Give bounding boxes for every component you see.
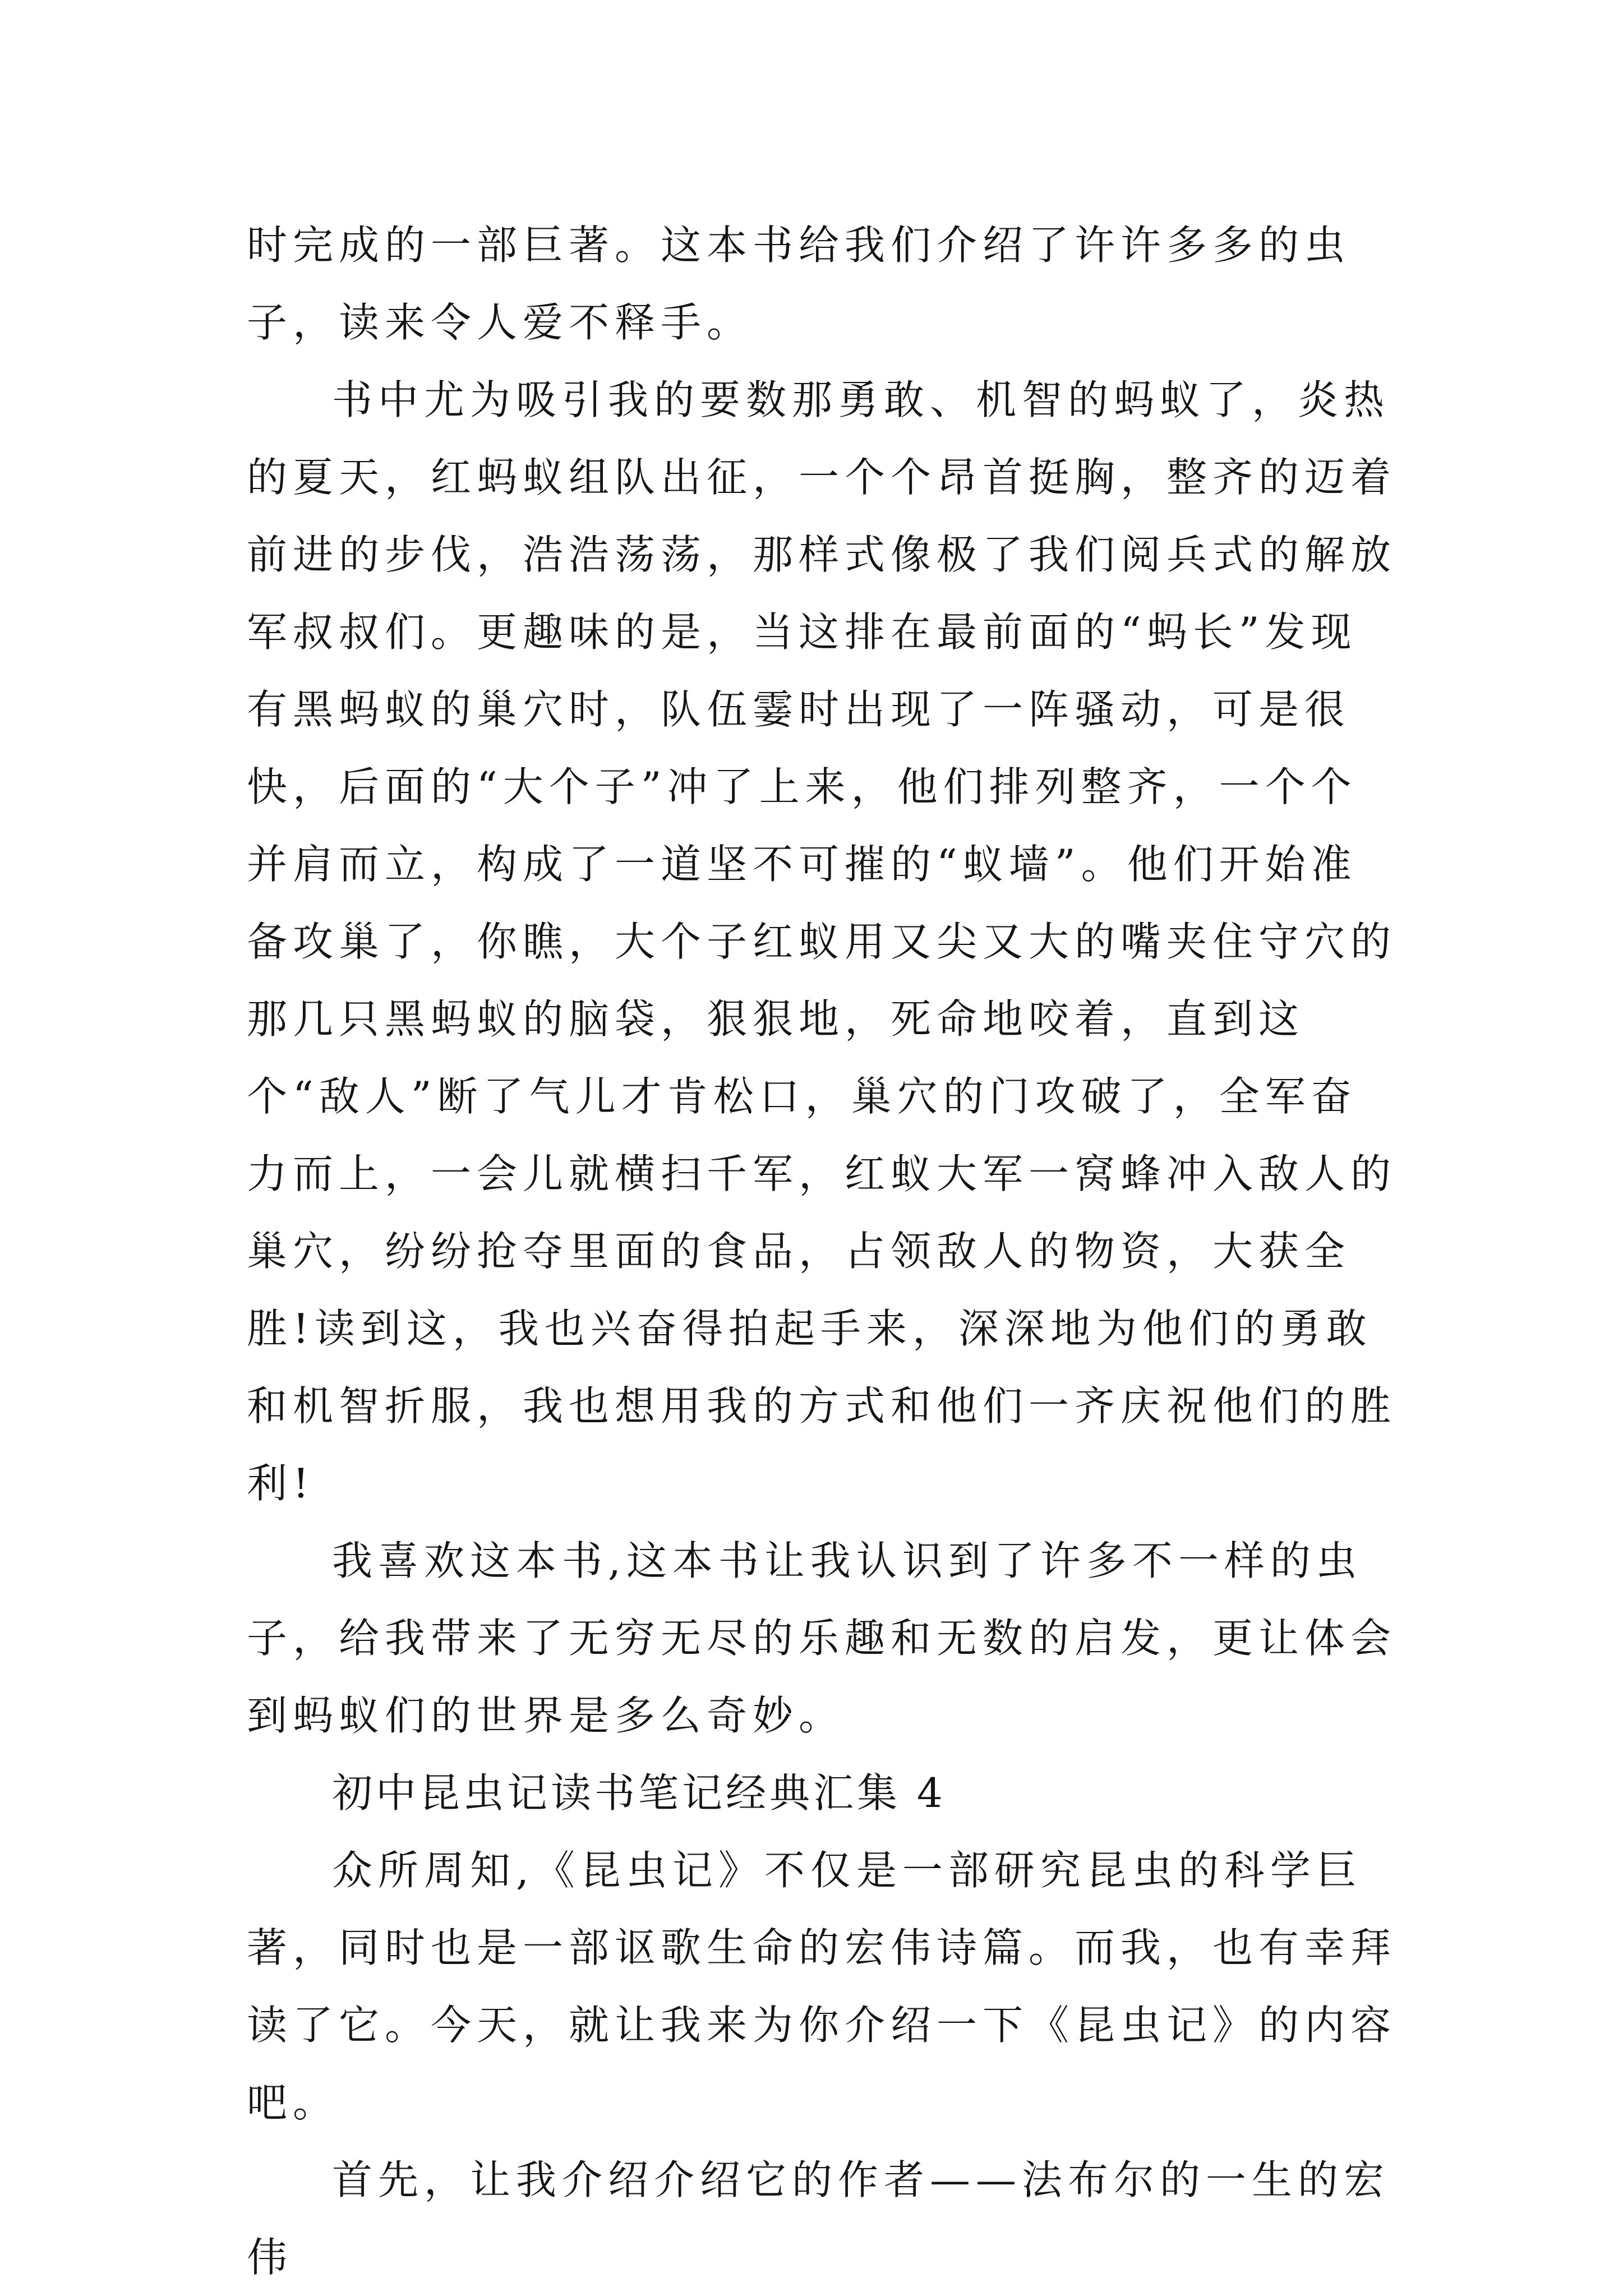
paragraph-ant-battle: 书中尤为吸引我的要数那勇敢、机智的蚂蚁了，炎热的夏天，红蚂蚁组队出征，一个个昂首挺胸，整齐的迈着前进的步伐，浩浩荡荡，那样式像极了我们阅兵式的解放军叔叔们。更趣味的是，当这排在最前面的“蚂长”发现有黑蚂蚁的巢穴时，队伍霎时出现了一阵骚动，可是很快，后面的“大个子”冲了上来，他们排列整齐，一个个并肩而立，构成了一道坚不可摧的“蚁墙”。他们开始准备攻巢了，你瞧，大个子红蚁用又尖又大的嘴夹住守穴的那几只黑蚂蚁的脑袋，狠狠地，死命地咬着，直到这个“敌人”断了气儿才肯松口，巢穴的门攻破了，全军奋力而上，一会儿就横扫千军，红蚁大军一窝蜂冲入敌人的巢穴，纷纷抢夺里面的食品，占领敌人的物资，大获全胜!读到这，我也兴奋得拍起手来，深深地为他们的勇敢和机智折服，我也想用我的方式和他们一齐庆祝他们的胜利! <box>247 376 1397 1507</box>
paragraph-conclusion: 我喜欢这本书,这本书让我认识到了许多不一样的虫子，给我带来了无穷无尽的乐趣和无数的启发，更让体会到蚂蚁们的世界是多么奇妙。 <box>247 1537 1397 1739</box>
section-heading: 初中昆虫记读书笔记经典汇集 4 <box>332 1769 946 1816</box>
paragraph-author: 首先，让我介绍介绍它的作者——法布尔的一生的宏伟 <box>247 2156 1390 2281</box>
paragraph-continuation: 时完成的一部巨著。这本书给我们介绍了许许多多的虫子，读来令人爱不释手。 <box>247 222 1351 346</box>
paragraph-intro: 众所周知,《昆虫记》不仅是一部研究昆虫的科学巨著，同时也是一部讴歌生命的宏伟诗篇。而我，也有幸拜读了它。今天，就让我来为你介绍一下《昆虫记》的内容吧。 <box>247 1847 1397 2126</box>
document-body <box>247 206 1402 2296</box>
